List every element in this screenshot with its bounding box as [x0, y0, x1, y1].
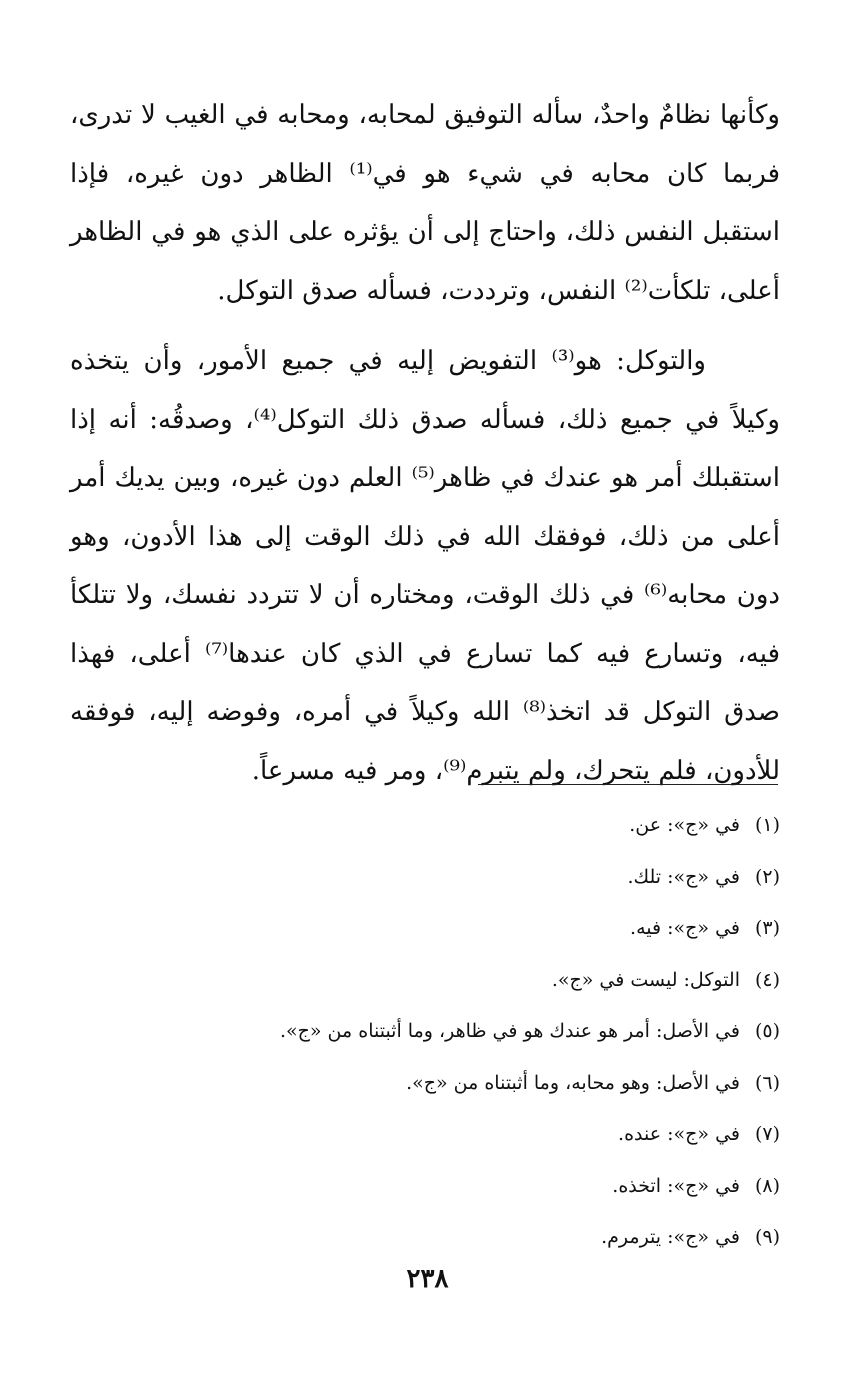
footnote-number: (٩)	[754, 1226, 780, 1248]
footnote-item	[150, 955, 780, 1007]
footnote-item	[150, 1161, 780, 1213]
footnote-item	[150, 1212, 780, 1264]
footnote-text: في «ج»: عنده.	[618, 1123, 740, 1145]
footnote-item	[150, 1058, 780, 1110]
footnotes-list	[150, 800, 780, 1264]
footnote-text: في «ج»: تلك.	[627, 865, 740, 888]
footnote-item	[150, 1109, 780, 1161]
footnote-text: في «ج»: اتخذه.	[612, 1174, 740, 1197]
footnote-number: (٤)	[754, 968, 780, 991]
footnote-text: في «ج»: عن.	[629, 814, 740, 836]
footnote-number: (٣)	[754, 917, 780, 939]
footnote-text: التوكل: ليست في «ج».	[551, 968, 740, 991]
footnote-item	[150, 1006, 780, 1058]
page-number: ٢٣٨	[406, 1264, 449, 1294]
paragraph: وكأنها نظامٌ واحدٌ، سأله التوفيق لمحابه، ومحابه في الغيب لا تدرى، فربما كان محابه في شيء هو في⁽¹⁾ الظاهر دون غيره، فإذا استقبل النفس ذلك، واحتاج إلى أن يؤثره على الذي هو في الظاهر أعلى، تلكأت⁽²⁾ النفس، وترددت، فسأله صدق التوكل.	[70, 100, 780, 306]
footnote-number: (٦)	[754, 1071, 780, 1094]
footnote-item	[150, 800, 780, 852]
footnote-number: (٧)	[754, 1123, 780, 1145]
main-text-block	[70, 86, 780, 800]
footnote-text: في الأصل: أمر هو عندك هو في ظاهر، وما أثبتناه من «ج».	[279, 1020, 740, 1042]
footnote-text: في الأصل: وهو محابه، وما أثبتناه من «ج».	[406, 1071, 740, 1094]
paragraph: والتوكل: هو⁽³⁾ التفويض إليه في جميع الأمور، وأن يتخذه وكيلاً في جميع ذلك، فسأله صدق ذلك التوكل⁽⁴⁾، وصدقُه: أنه إذا استقبلك أمر هو عندك في ظاهر⁽⁵⁾ العلم دون غيره، وبين يديك أمر أعلى من ذلك، فوفقك الله في ذلك الوقت إلى هذا الأدون، وهو دون محابه⁽⁶⁾ في ذلك الوقت، ومختاره أن لا تتردد نفسك، ولا تتلكأ فيه، وتسارع فيه كما تسارع في الذي كان عندها⁽⁷⁾ أعلى، فهذا صدق التوكل قد اتخذ⁽⁸⁾ الله وكيلاً في أمره، وفوضه إليه، فوفقه للأدون، فلم يتحرك، ولم يتبرم⁽⁹⁾، ومر فيه مسرعاً.	[70, 346, 781, 786]
footnote-number: (٨)	[754, 1174, 780, 1197]
footnote-number: (١)	[754, 814, 780, 836]
footnote-number: (٢)	[754, 865, 780, 888]
footnote-text: في «ج»: فيه.	[630, 917, 740, 939]
footnote-divider	[478, 784, 778, 785]
footnote-text: في «ج»: يترمرم.	[601, 1226, 740, 1248]
footnote-number: (٥)	[754, 1020, 780, 1042]
footnote-item	[150, 852, 780, 904]
footnote-item	[150, 903, 780, 955]
